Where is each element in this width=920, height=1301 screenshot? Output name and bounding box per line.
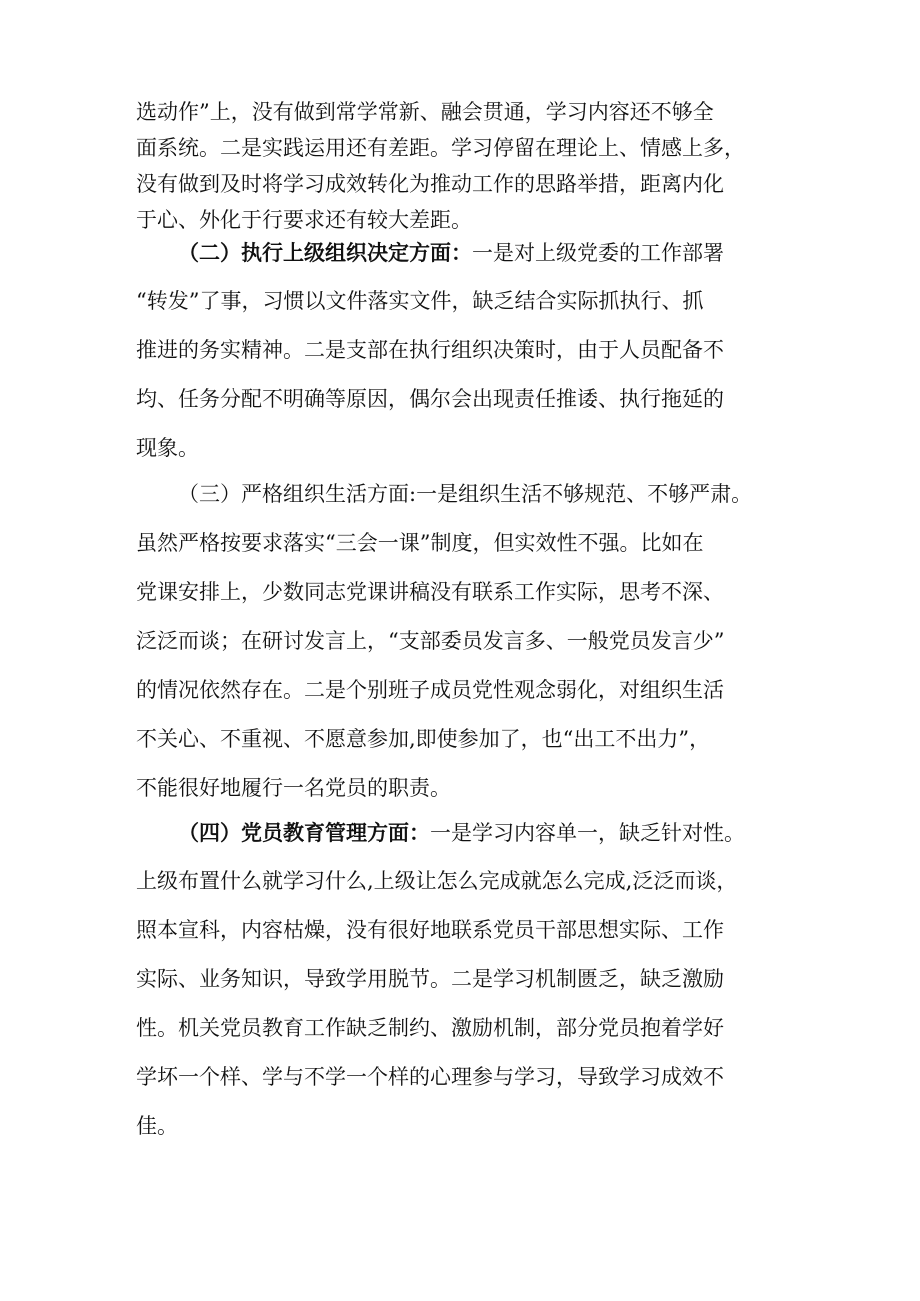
section-heading: （二）执行上级组织决定方面： [178,240,472,265]
text-line: （三）严格组织生活方面:一是组织生活不够规范、不够严肃。 [178,482,753,506]
text-line: 均、任务分配不明确等原因，偶尔会出现责任推诿、执行拖延的 [136,387,724,411]
text-line: 虽然严格按要求落实“三会一课”制度，但实效性不强。比如在 [136,531,704,555]
paragraph-member-education [136,808,796,1151]
text-line [136,228,796,277]
paragraph-organization-life [136,470,796,813]
text-line: 选动作”上，没有做到常学常新、融会贯通，学习内容还不够全 [136,100,714,124]
text-line: 学坏一个样、学与不学一个样的心理参与学习，导致学习成效不 [136,1065,724,1089]
text-line: 佳。 [136,1114,178,1138]
text-line: 不关心、不重视、不愿意参加,即使参加了，也“出工不出力”， [136,727,711,751]
text-line: 照本宣科，内容枯燥，没有很好地联系党员干部思想实际、工作 [136,918,724,942]
text-line: 实际、业务知识，导致学用脱节。二是学习机制匮乏，缺乏激励 [136,967,724,991]
paragraph-execute-decisions [136,228,796,473]
text-line: 上级布置什么就学习什么,上级让怎么完成就怎么完成,泛泛而谈， [136,869,738,893]
text-line: 泛泛而谈；在研讨发言上，“支部委员发言多、一般党员发言少” [136,629,725,653]
text-line: 不能很好地履行一名党员的职责。 [136,776,451,800]
text-line [136,808,796,857]
text-line: 现象。 [136,436,199,460]
text-line: 党课安排上，少数同志党课讲稿没有联系工作实际，思考不深、 [136,580,724,604]
paragraph-study-continuation [136,98,796,234]
text-line: 推进的务实精神。二是支部在执行组织决策时，由于人员配备不 [136,338,724,362]
text-line: 性。机关党员教育工作缺乏制约、激励机制，部分党员抱着学好 [136,1016,724,1040]
text-run: 一是对上级党委的工作部署 [472,241,724,265]
text-line: 的情况依然存在。二是个别班子成员党性观念弱化，对组织生活 [136,678,724,702]
text-line: 于心、外化于行要求还有较大差距。 [136,208,472,232]
section-heading: （四）党员教育管理方面： [178,820,430,845]
text-line: 面系统。二是实践运用还有差距。学习停留在理论上、情感上多， [136,136,745,160]
text-line: “转发”了事，习惯以文件落实文件，缺乏结合实际抓执行、抓 [136,289,704,313]
text-line: 没有做到及时将学习成效转化为推动工作的思路举措，距离内化 [136,172,724,196]
text-run: 一是学习内容单一，缺乏针对性。 [430,821,745,845]
